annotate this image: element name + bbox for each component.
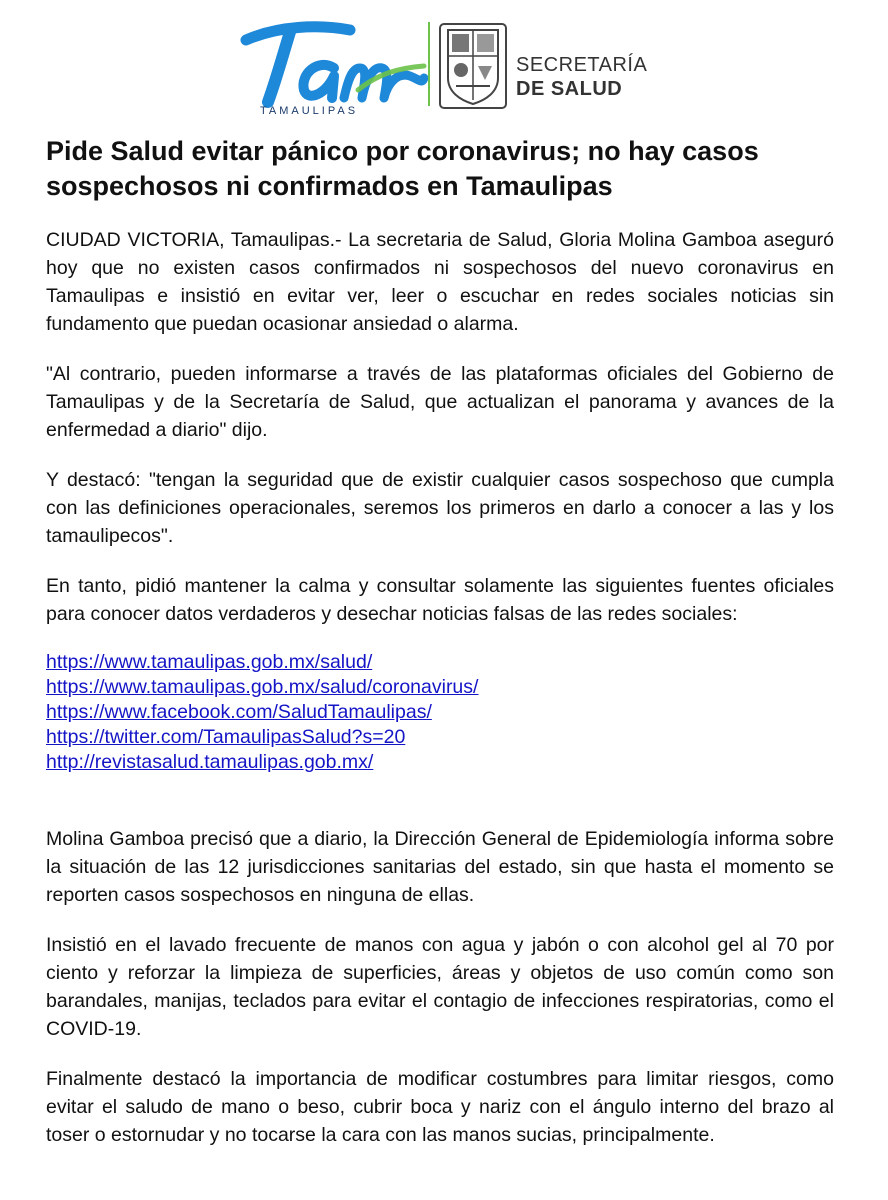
logo-subtext: TAMAULIPAS: [260, 105, 359, 117]
paragraph-epidemiologia: Molina Gamboa precisó que a diario, la Dirección General de Epidemiología informa sobre la situación de las 12 jurisdicciones sanitarias del estado, sin que hasta el momento se reporten casos sospechosos en ninguna de ellas.: [46, 828, 834, 906]
link-salud[interactable]: https://www.tamaulipas.gob.mx/salud/: [46, 651, 373, 673]
article-title: Pide Salud evitar pánico por coronavirus; no hay casos sospechosos ni confirmados en Tamaulipas: [46, 136, 759, 201]
paragraph-quote: "Al contrario, pueden informarse a través de las plataformas oficiales del Gobierno de Tamaulipas y de la Secretaría de Salud, que actualizan el panorama y avances de la enfermedad a diario" dijo.: [46, 363, 834, 441]
secretaria-de-salud-wordmark: [516, 54, 656, 104]
paragraph-intro: CIUDAD VICTORIA, Tamaulipas.- La secretaria de Salud, Gloria Molina Gamboa aseguró hoy que no existen casos confirmados ni sospechosos del nuevo coronavirus en Tamaulipas e insistió en evitar ver, leer o escuchar en redes sociales noticias sin fundamento que puedan ocasionar ansiedad o alarma.: [46, 229, 834, 335]
link-facebook[interactable]: https://www.facebook.com/SaludTamaulipas/: [46, 701, 432, 723]
link-twitter[interactable]: https://twitter.com/TamaulipasSalud?s=20: [46, 726, 406, 748]
paragraph-lavado: Insistió en el lavado frecuente de manos con agua y jabón o con alcohol gel al 70 por ciento y reforzar la limpieza de superficies, áreas y objetos de uso común como son barandales, manijas, teclados para evitar el contagio de infecciones respiratorias, como el COVID-19.: [46, 934, 834, 1040]
link-revista[interactable]: http://revistasalud.tamaulipas.gob.mx/: [46, 751, 374, 773]
tam-logo: [238, 18, 428, 118]
official-links-list: [46, 650, 834, 775]
link-coronavirus[interactable]: https://www.tamaulipas.gob.mx/salud/coronavirus/: [46, 676, 479, 698]
logo-divider: [428, 22, 430, 106]
secretaria-line2: DE SALUD: [516, 78, 623, 100]
paragraph-costumbres: Finalmente destacó la importancia de modificar costumbres para limitar riesgos, como evitar el saludo de mano o beso, cubrir boca y nariz con el ángulo interno del brazo al toser o estornudar y no tocarse la cara con las manos sucias, principalmente.: [46, 1068, 834, 1146]
header: [238, 18, 658, 118]
state-seal-icon: [436, 20, 510, 112]
paragraph-destaco: Y destacó: "tengan la seguridad que de existir cualquier casos sospechoso que cumpla con las definiciones operacionales, seremos los primeros en darlo a conocer a las y los tamaulipecos".: [46, 469, 834, 547]
article-body: [46, 226, 834, 1171]
secretaria-line1: SECRETARÍA: [516, 54, 648, 76]
paragraph-fuentes: En tanto, pidió mantener la calma y consultar solamente las siguientes fuentes oficiales para conocer datos verdaderos y desechar noticias falsas de las redes sociales:: [46, 575, 834, 625]
spacer: [46, 797, 834, 825]
